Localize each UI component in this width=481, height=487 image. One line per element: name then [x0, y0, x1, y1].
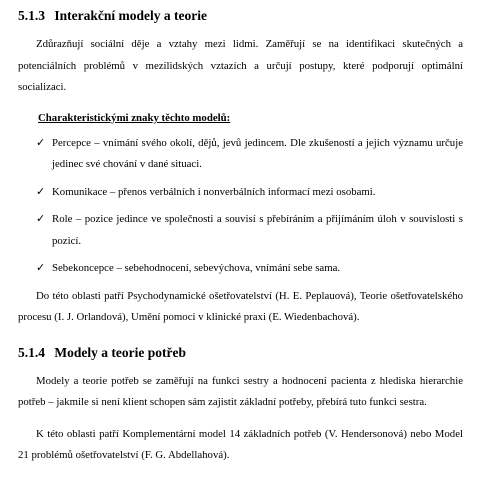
section-number: 5.1.3 — [18, 8, 45, 23]
list-item-text: Percepce – vnímání svého okolí, dějů, jevů jedincem. Dle zkušeností a jejich významu určuje jedinec své chování v dané situaci. — [52, 136, 463, 170]
section-paragraph: K této oblasti patří Komplementární model 14 základních potřeb (V. Hendersonová) nebo Model 21 problémů ošetřovatelství (F. G. Abdellahová). — [18, 427, 463, 461]
list-item-role — [18, 209, 463, 252]
section-closing-paragraph: Do této oblasti patří Psychodynamické ošetřovatelství (H. E. Peplauová), Teorie ošetřovatelského procesu (I. J. Orlandová), Umění pomoci v klinické praxi (E. Wiedenbachová). — [18, 289, 463, 323]
section-heading-5-1-3 — [18, 6, 463, 26]
list-item-text: Role – pozice jedince ve společnosti a souvisí s přebíráním a přijímáním úloh v souvislosti s pozicí. — [52, 213, 463, 247]
characteristics-list — [18, 133, 463, 280]
list-item-percepce — [18, 133, 463, 176]
section-title: Modely a teorie potřeb — [54, 344, 186, 360]
checkmark-icon: ✓ — [36, 262, 46, 274]
list-item-komunikace — [18, 182, 463, 204]
list-heading: Charakteristickými znaky těchto modelů: — [38, 111, 231, 124]
section-heading-5-1-4 — [18, 343, 463, 363]
section-title: Interakční modely a teorie — [54, 8, 207, 23]
checkmark-icon: ✓ — [36, 213, 46, 225]
list-item-text: Komunikace – přenos verbálních i nonverbálních informací mezi osobami. — [52, 185, 376, 198]
section-number: 5.1.4 — [18, 344, 45, 360]
section-paragraph: Modely a teorie potřeb se zaměřují na funkci sestry a hodnocení pacienta z hlediska hierarchie potřeb – jakmile si není klient schopen sám zajistit základní potřeby, přebírá tuto funkci sestra. — [18, 374, 463, 408]
section-intro-paragraph: Zdůrazňují sociální děje a vztahy mezi lidmi. Zaměřují se na identifikaci skutečných a potenciálních problémů v mezilidských vztazích a určují postupy, které podporují optimální socializaci. — [18, 38, 463, 93]
list-item-sebekoncepce — [18, 258, 463, 280]
checkmark-icon: ✓ — [36, 136, 46, 149]
list-item-text: Sebekoncepce – sebehodnocení, sebevýchova, vnímání sebe sama. — [52, 262, 341, 274]
checkmark-icon: ✓ — [36, 185, 46, 198]
